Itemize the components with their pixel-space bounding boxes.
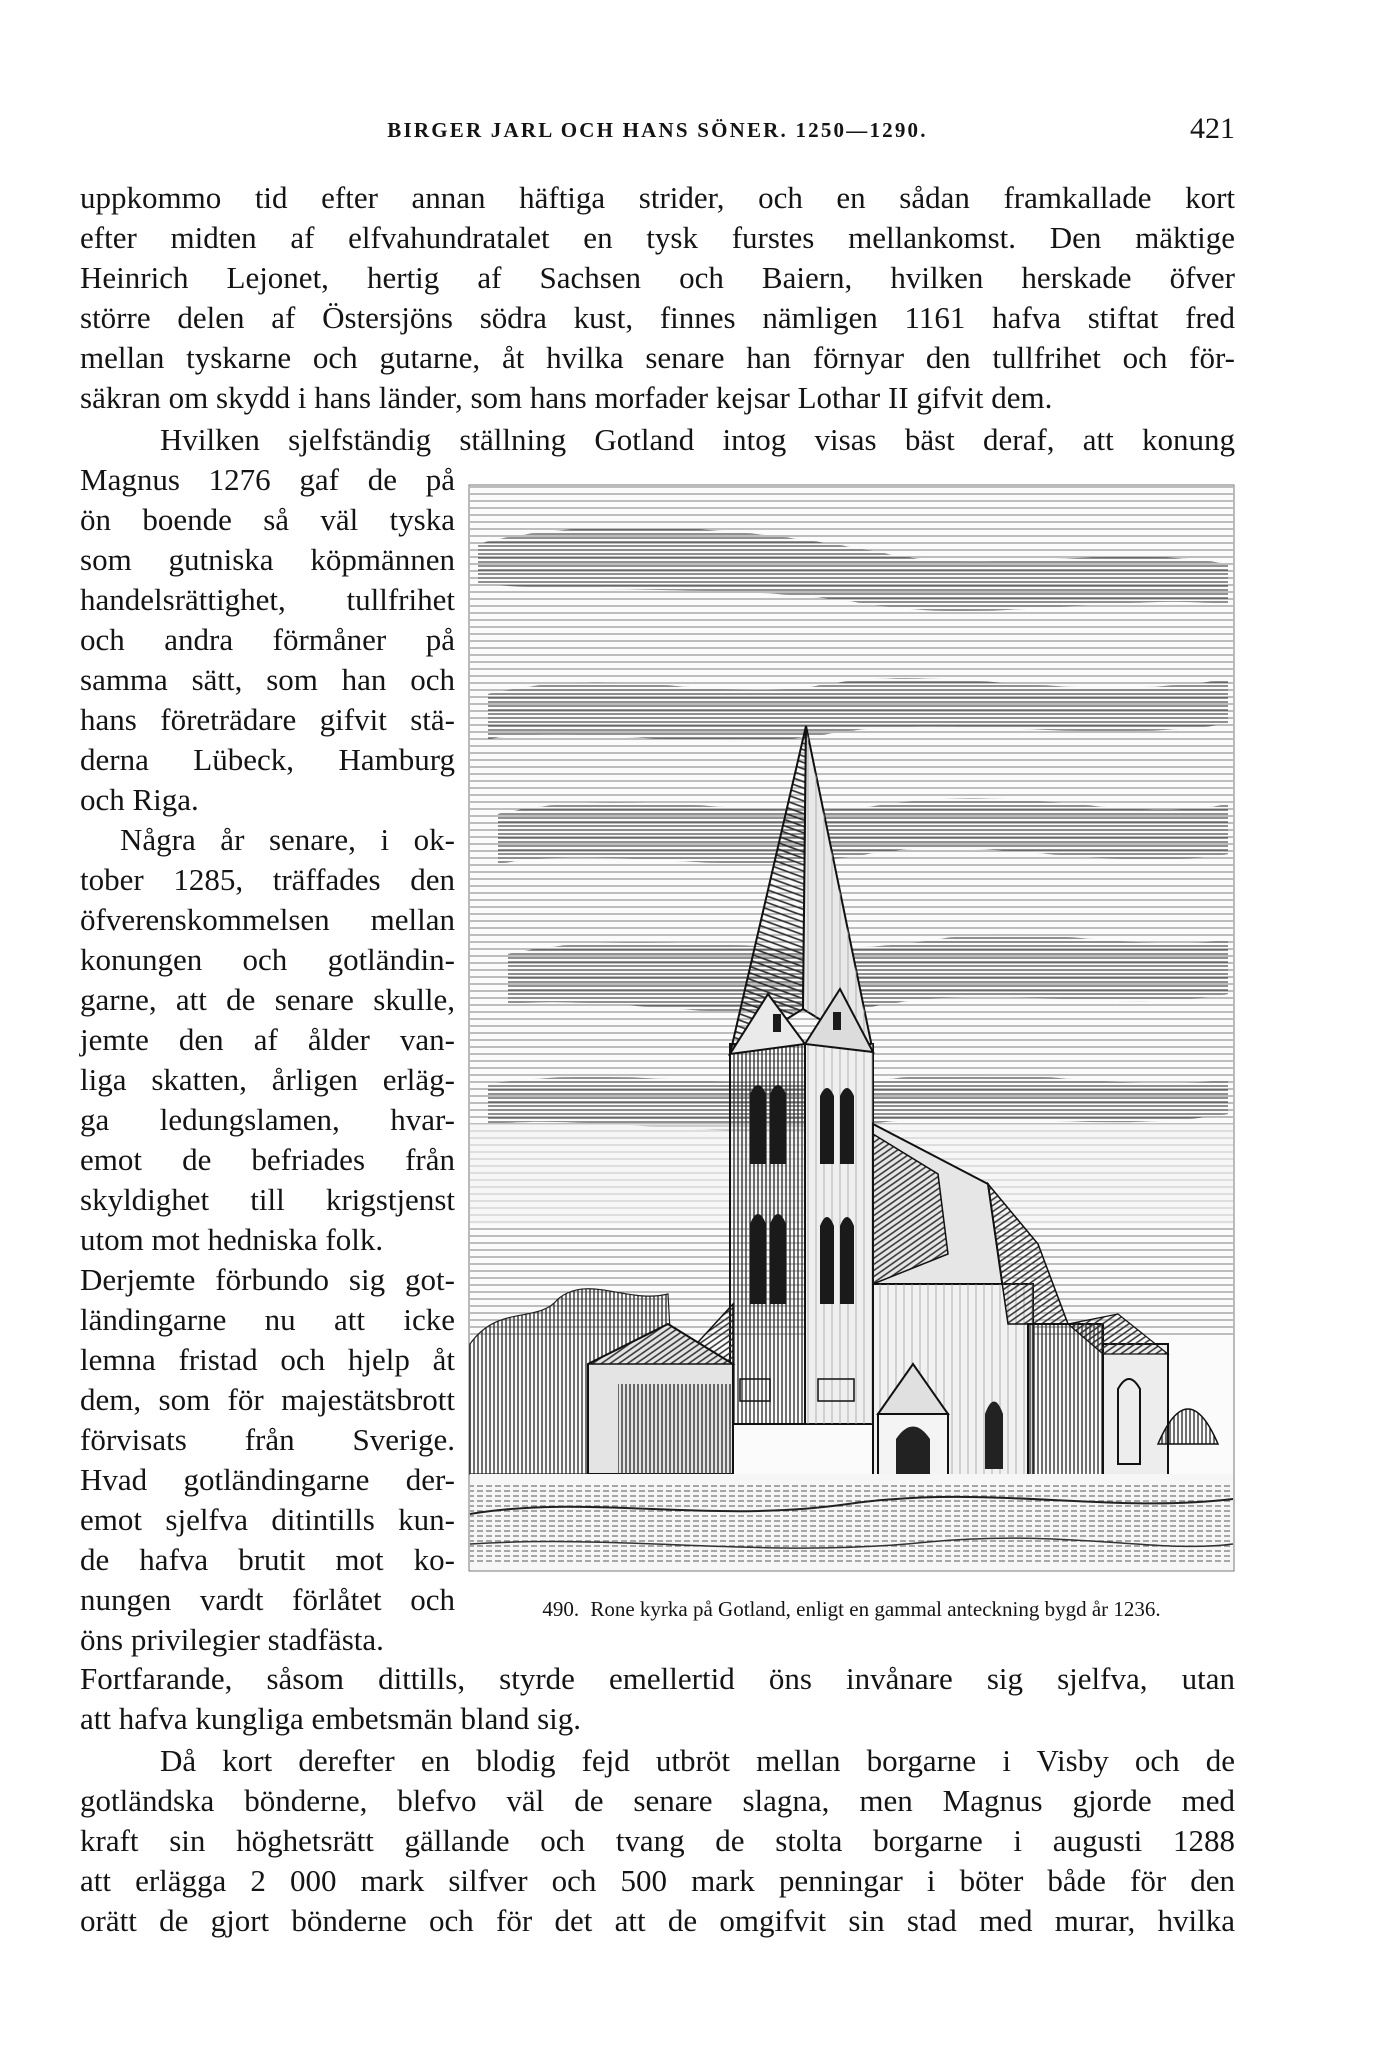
column-line: emot sjelfva ditintills kun- [80, 1502, 455, 1537]
column-line: Derjemte förbundo sig got- [80, 1262, 455, 1297]
column-line: tober 1285, träffades den [80, 862, 455, 897]
figure-caption [468, 1596, 1235, 1622]
column-line: nungen vardt förlåtet och [80, 1582, 455, 1617]
column-line: jemte den af ålder van- [80, 1022, 455, 1057]
text-line: att hafva kungliga embetsmän bland sig. [80, 1701, 582, 1736]
column-line: konungen och gotländin- [80, 942, 455, 977]
column-line: och Riga. [80, 782, 199, 817]
column-line: öns privilegier stadfästa. [80, 1622, 384, 1657]
column-line: derna Lübeck, Hamburg [80, 742, 455, 777]
church-tower [730, 989, 873, 1424]
text-line: Heinrich Lejonet, hertig af Sachsen och Baiern, hvilken herskade öfver [80, 260, 1235, 295]
column-line: Några år senare, i ok- [120, 822, 455, 857]
column-line: öfverenskommelsen mellan [80, 902, 455, 937]
church-engraving [468, 484, 1235, 1572]
text-line: Hvilken sjelfständig ställning Gotland intog visas bäst deraf, att konung [160, 422, 1235, 457]
column-line: och andra förmåner på [80, 622, 455, 657]
column-line: utom mot hedniska folk. [80, 1222, 384, 1257]
column-line: emot de befriades från [80, 1142, 455, 1177]
column-line: liga skatten, årligen erläg- [80, 1062, 455, 1097]
column-line: ländingarne nu att icke [80, 1302, 455, 1337]
text-line: Fortfarande, såsom dittills, styrde emellertid öns invånare sig sjelfva, utan [80, 1661, 1235, 1696]
column-line: som gutniska köpmännen [80, 542, 455, 577]
text-line: uppkommo tid efter annan häftiga strider, och en sådan framkallade kort [80, 180, 1235, 215]
column-line: samma sätt, som han och [80, 662, 455, 697]
text-line: mellan tyskarne och gutarne, åt hvilka senare han förnyar den tullfrihet och för- [80, 340, 1235, 375]
column-line: Hvad gotländingarne der- [80, 1462, 455, 1497]
column-line: hans företrädare gifvit stä- [80, 702, 455, 737]
column-line: ön boende så väl tyska [80, 502, 455, 537]
column-line: lemna fristad och hjelp åt [80, 1342, 455, 1377]
text-line: kraft sin höghetsrätt gällande och tvang de stolta borgarne i augusti 1288 [80, 1823, 1235, 1858]
figure-caption-text: Rone kyrka på Gotland, enligt en gammal anteckning bygd år 1236. [590, 1597, 1161, 1621]
column-line: garne, att de senare skulle, [80, 982, 455, 1017]
text-line: säkran om skydd i hans länder, som hans morfader kejsar Lothar II gifvit dem. [80, 380, 1053, 415]
page-number: 421 [1190, 112, 1235, 145]
text-line: att erlägga 2 000 mark silfver och 500 mark penningar i böter både för den [80, 1863, 1235, 1898]
running-header [80, 112, 1235, 150]
column-line: ga ledungslamen, hvar- [80, 1102, 455, 1137]
column-line: de hafva brutit mot ko- [80, 1542, 455, 1577]
text-line: gotländska bönderne, blefvo väl de senare slagna, men Magnus gjorde med [80, 1783, 1235, 1818]
text-line: efter midten af elfvahundratalet en tysk furstes mellankomst. Den mäktige [80, 220, 1235, 255]
column-line: skyldighet till krigstjenst [80, 1182, 455, 1217]
text-line: Då kort derefter en blodig fejd utbröt mellan borgarne i Visby och de [160, 1743, 1235, 1778]
column-line: handelsrättighet, tullfrihet [80, 582, 455, 617]
text-line: orätt de gjort bönderne och för det att de omgifvit sin stad med murar, hvilka [80, 1903, 1235, 1938]
column-line: dem, som för majestätsbrott [80, 1382, 455, 1417]
running-title: BIRGER JARL OCH HANS SÖNER. 1250—1290. [387, 118, 928, 142]
column-line: Magnus 1276 gaf de på [80, 462, 455, 497]
text-line: större delen af Östersjöns södra kust, finnes nämligen 1161 hafva stiftat fred [80, 300, 1235, 335]
column-line: förvisats från Sverige. [80, 1422, 455, 1457]
ground [470, 1474, 1233, 1570]
figure-number: 490. [542, 1597, 580, 1621]
